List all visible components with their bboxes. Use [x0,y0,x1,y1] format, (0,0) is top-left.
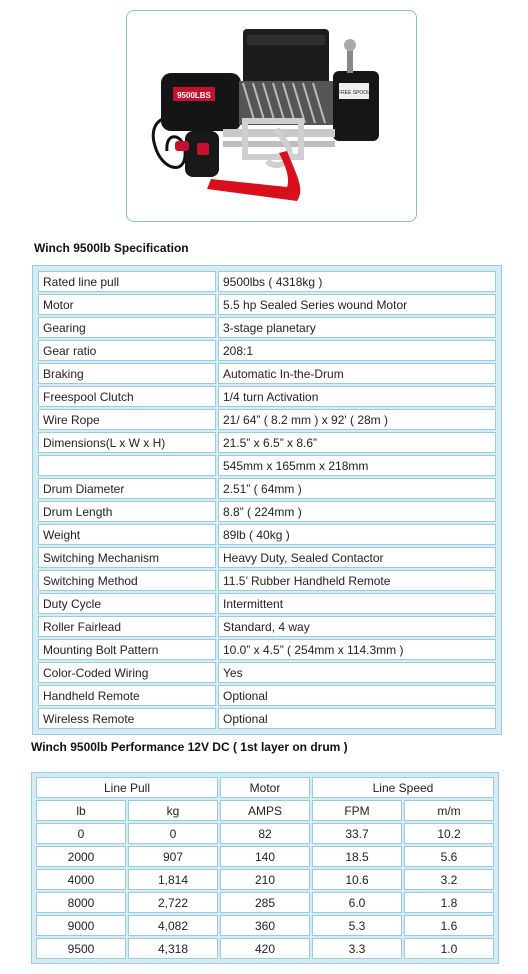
spec-value: 10.0” x 4.5” ( 254mm x 114.3mm ) [218,639,496,660]
product-photo [126,10,417,222]
spec-label: Braking [38,363,216,384]
spec-label: Wireless Remote [38,708,216,729]
performance-row [36,823,494,844]
performance-cell: 5.3 [312,915,402,936]
freespool-plate-label: FREE SPOOL [338,90,370,96]
performance-row [36,846,494,867]
group-header-line-pull: Line Pull [36,777,218,798]
spec-label: Gear ratio [38,340,216,361]
spec-row [38,478,496,499]
performance-row [36,892,494,913]
spec-row [38,294,496,315]
performance-cell: 4000 [36,869,126,890]
spec-value: 11.5’ Rubber Handheld Remote [218,570,496,591]
performance-unit-header-row [36,800,494,821]
spec-value: 5.5 hp Sealed Series wound Motor [218,294,496,315]
performance-cell: 33.7 [312,823,402,844]
performance-cell: 2000 [36,846,126,867]
spec-value: 89lb ( 40kg ) [218,524,496,545]
performance-cell: 9000 [36,915,126,936]
spec-row [38,685,496,706]
spec-value: Automatic In-the-Drum [218,363,496,384]
performance-cell: 360 [220,915,310,936]
performance-cell: 1.0 [404,938,494,959]
performance-row [36,869,494,890]
spec-row [38,432,496,453]
spec-title: Winch 9500lb Specification [34,241,189,255]
spec-row [38,386,496,407]
unit-header-kg: kg [128,800,218,821]
performance-cell: 285 [220,892,310,913]
spec-value: Standard, 4 way [218,616,496,637]
spec-value: Yes [218,662,496,683]
spec-label: Duty Cycle [38,593,216,614]
spec-row [38,501,496,522]
performance-cell: 0 [36,823,126,844]
spec-row [38,547,496,568]
spec-row [38,616,496,637]
spec-label: Switching Method [38,570,216,591]
brand-label: 9500LBS [177,91,211,100]
spec-row [38,639,496,660]
spec-value: 3-stage planetary [218,317,496,338]
performance-cell: 10.6 [312,869,402,890]
performance-cell: 1,814 [128,869,218,890]
spec-value: 545mm x 165mm x 218mm [218,455,496,476]
spec-row [38,662,496,683]
spec-table [32,265,502,735]
spec-row [38,708,496,729]
unit-header-mm: m/m [404,800,494,821]
spec-row [38,524,496,545]
spec-label: Drum Diameter [38,478,216,499]
group-header-line-speed: Line Speed [312,777,494,798]
spec-label: Rated line pull [38,271,216,292]
performance-cell: 18.5 [312,846,402,867]
performance-cell: 3.2 [404,869,494,890]
spec-label: Color-Coded Wiring [38,662,216,683]
spec-label: Weight [38,524,216,545]
performance-table [31,772,499,964]
spec-label: Motor [38,294,216,315]
spec-value: Optional [218,708,496,729]
performance-cell: 0 [128,823,218,844]
spec-value: 8.8” ( 224mm ) [218,501,496,522]
spec-value: 9500lbs ( 4318kg ) [218,271,496,292]
spec-row [38,570,496,591]
spec-row [38,271,496,292]
performance-cell: 6.0 [312,892,402,913]
performance-cell: 4,082 [128,915,218,936]
performance-cell: 2,722 [128,892,218,913]
spec-label: Wire Rope [38,409,216,430]
spec-value: Heavy Duty, Sealed Contactor [218,547,496,568]
performance-row [36,938,494,959]
performance-cell: 3.3 [312,938,402,959]
unit-header-lb: lb [36,800,126,821]
spec-value: Intermittent [218,593,496,614]
performance-group-header-row [36,777,494,798]
performance-cell: 5.6 [404,846,494,867]
performance-cell: 1.8 [404,892,494,913]
performance-cell: 10.2 [404,823,494,844]
spec-row [38,455,496,476]
spec-row [38,340,496,361]
performance-cell: 140 [220,846,310,867]
spec-label: Mounting Bolt Pattern [38,639,216,660]
spec-value: 208:1 [218,340,496,361]
spec-label: Freespool Clutch [38,386,216,407]
performance-cell: 4,318 [128,938,218,959]
spec-value: 21/ 64” ( 8.2 mm ) x 92' ( 28m ) [218,409,496,430]
spec-label: Dimensions(L x W x H) [38,432,216,453]
performance-cell: 9500 [36,938,126,959]
spec-label: Drum Length [38,501,216,522]
performance-cell: 8000 [36,892,126,913]
spec-row [38,317,496,338]
spec-label: Roller Fairlead [38,616,216,637]
spec-value: Optional [218,685,496,706]
spec-value: 21.5” x 6.5” x 8.6” [218,432,496,453]
spec-row [38,409,496,430]
performance-cell: 82 [220,823,310,844]
performance-title: Winch 9500lb Performance 12V DC ( 1st layer on drum ) [31,740,348,754]
spec-label: Switching Mechanism [38,547,216,568]
spec-value: 1/4 turn Activation [218,386,496,407]
performance-cell: 420 [220,938,310,959]
spec-value: 2.51” ( 64mm ) [218,478,496,499]
handheld-remote-image [175,131,219,177]
unit-header-amps: AMPS [220,800,310,821]
spec-row [38,593,496,614]
performance-cell: 1.6 [404,915,494,936]
spec-label: Handheld Remote [38,685,216,706]
spec-row [38,363,496,384]
performance-row [36,915,494,936]
spec-label [38,455,216,476]
performance-cell: 210 [220,869,310,890]
spec-label: Gearing [38,317,216,338]
unit-header-fpm: FPM [312,800,402,821]
performance-cell: 907 [128,846,218,867]
group-header-motor: Motor [220,777,310,798]
